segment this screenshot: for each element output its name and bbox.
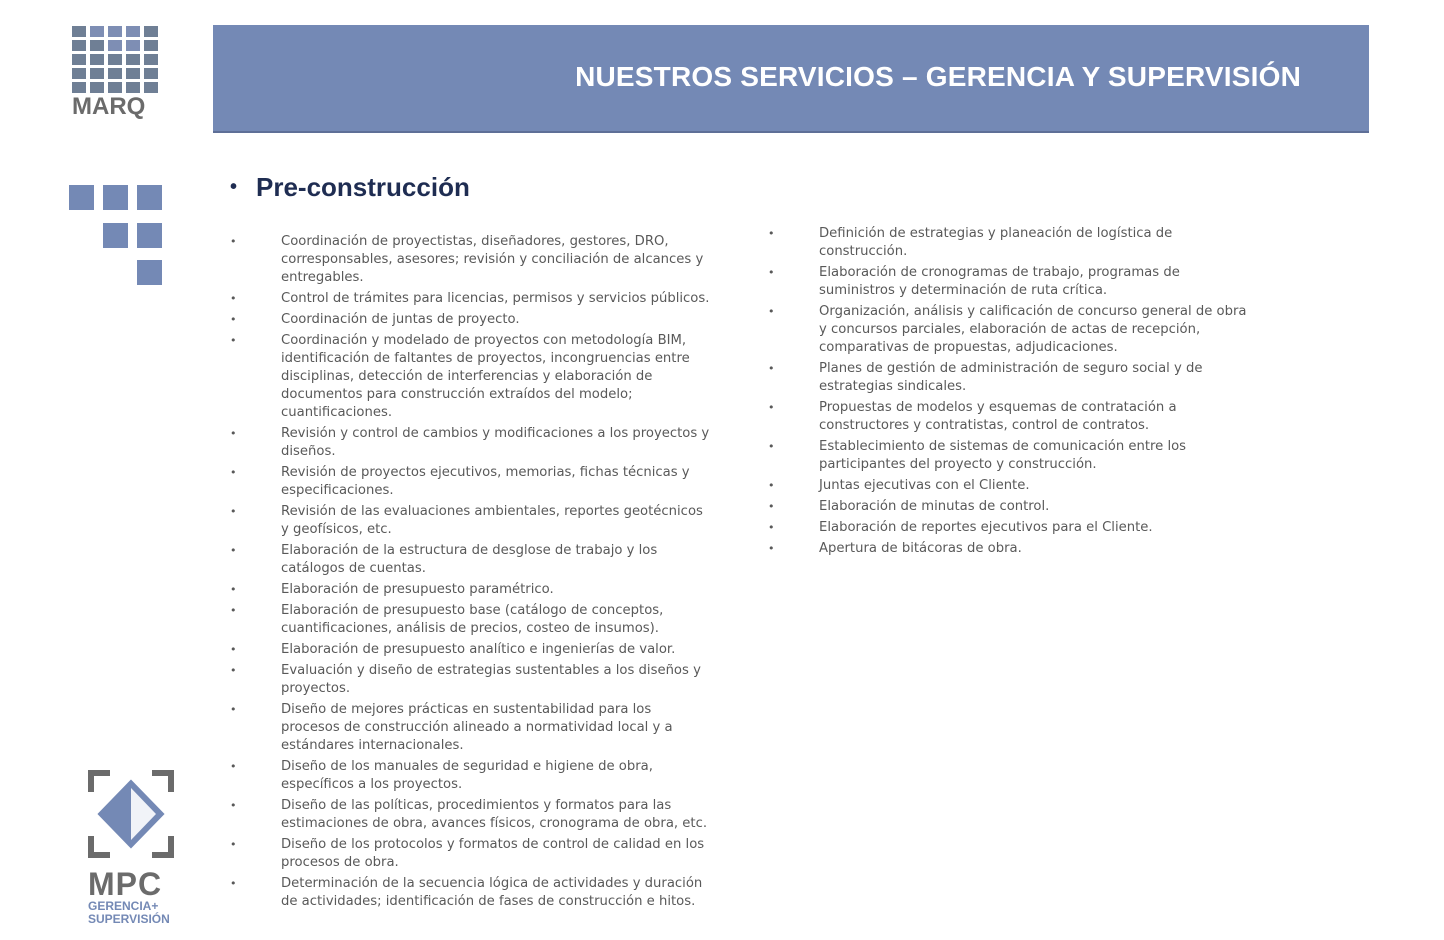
section-heading bbox=[230, 172, 470, 203]
list-item: • Revisión de proyectos ejecutivos, memorias, fichas técnicas y especificaciones. bbox=[230, 465, 690, 498]
services-list-left bbox=[230, 233, 710, 914]
mpc-logo-subtitle-1: GERENCIA+ bbox=[88, 899, 159, 913]
list-item: • Apertura de bitácoras de obra. bbox=[768, 541, 1022, 556]
mpc-logo bbox=[88, 770, 184, 926]
list-item: • Juntas ejecutivas con el Cliente. bbox=[768, 478, 1030, 493]
list-item: • Elaboración de cronogramas de trabajo, programas de suministros y determinación de ruta crítica. bbox=[768, 265, 1180, 298]
list-item: • Definición de estrategias y planeación de logística de construcción. bbox=[768, 226, 1173, 259]
mpc-logo-subtitle-2: SUPERVISIÓN bbox=[88, 912, 170, 926]
list-item: • Coordinación y modelado de proyectos con metodología BIM, identificación de faltantes de proyectos, incongruencias entre disciplinas, detección de interferencias y elaboración de documentos para construcción extraídos del modelo; cuantificaciones. bbox=[230, 333, 690, 420]
list-item: • Elaboración de presupuesto paramétrico. bbox=[230, 582, 554, 597]
list-item: • Establecimiento de sistemas de comunicación entre los participantes del proyecto y construcción. bbox=[768, 439, 1187, 472]
list-item: • Diseño de los manuales de seguridad e higiene de obra, específicos a los proyectos. bbox=[230, 759, 653, 792]
list-item: • Coordinación de juntas de proyecto. bbox=[230, 312, 520, 327]
services-list-right bbox=[768, 225, 1258, 561]
list-item: • Diseño de los protocolos y formatos de control de calidad en los procesos de obra. bbox=[230, 837, 705, 870]
list-item: • Determinación de la secuencia lógica de actividades y duración de actividades; identificación de fases de construcción e hitos. bbox=[230, 876, 703, 909]
list-item: • Elaboración de presupuesto base (catálogo de conceptos, cuantificaciones, análisis de precios, costeo de insumos). bbox=[230, 603, 664, 636]
list-item: • Revisión de las evaluaciones ambientales, reportes geotécnicos y geofísicos, etc. bbox=[230, 504, 703, 537]
page-title: NUESTROS SERVICIOS – GERENCIA Y SUPERVISIÓN bbox=[575, 61, 1301, 92]
list-item: • Organización, análisis y calificación de concurso general de obra y concursos parciales, elaboración de actas de recepción, comparativas de propuestas, adjudicaciones. bbox=[768, 304, 1247, 355]
list-item: • Elaboración de la estructura de desglose de trabajo y los catálogos de cuentas. bbox=[230, 543, 658, 576]
marq-logo-text: MARQ bbox=[72, 93, 146, 120]
list-item: • Planes de gestión de administración de seguro social y de estrategias sindicales. bbox=[768, 361, 1203, 394]
list-item: • Diseño de las políticas, procedimientos y formatos para las estimaciones de obra, avances físicos, cronograma de obra, etc. bbox=[230, 798, 708, 831]
section-heading-text: Pre-construcción bbox=[256, 172, 470, 202]
list-item: • Coordinación de proyectistas, diseñadores, gestores, DRO, corresponsables, asesores; revisión y conciliación de alcances y entregables. bbox=[230, 234, 704, 285]
list-item: • Diseño de mejores prácticas en sustentabilidad para los procesos de construcción alineado a normatividad local y a estándares internacionales. bbox=[230, 702, 673, 753]
list-item: • Elaboración de minutas de control. bbox=[768, 499, 1050, 514]
header-bar bbox=[213, 25, 1369, 133]
list-item: • Control de trámites para licencias, permisos y servicios públicos. bbox=[230, 291, 710, 306]
marq-logo-grid bbox=[72, 26, 164, 93]
heading-bullet: • bbox=[230, 176, 238, 198]
list-item: • Elaboración de reportes ejecutivos para el Cliente. bbox=[768, 520, 1153, 535]
list-item: • Revisión y control de cambios y modificaciones a los proyectos y diseños. bbox=[230, 426, 710, 459]
mpc-logo-text: MPC bbox=[88, 866, 163, 902]
list-item: • Propuestas de modelos y esquemas de contratación a constructores y contratistas, control de contratos. bbox=[768, 400, 1177, 433]
marq-logo bbox=[72, 26, 164, 119]
list-item: • Evaluación y diseño de estrategias sustentables a los diseños y proyectos. bbox=[230, 663, 701, 696]
list-item: • Elaboración de presupuesto analítico e ingenierías de valor. bbox=[230, 642, 676, 657]
mpc-emblem-icon bbox=[88, 770, 174, 858]
